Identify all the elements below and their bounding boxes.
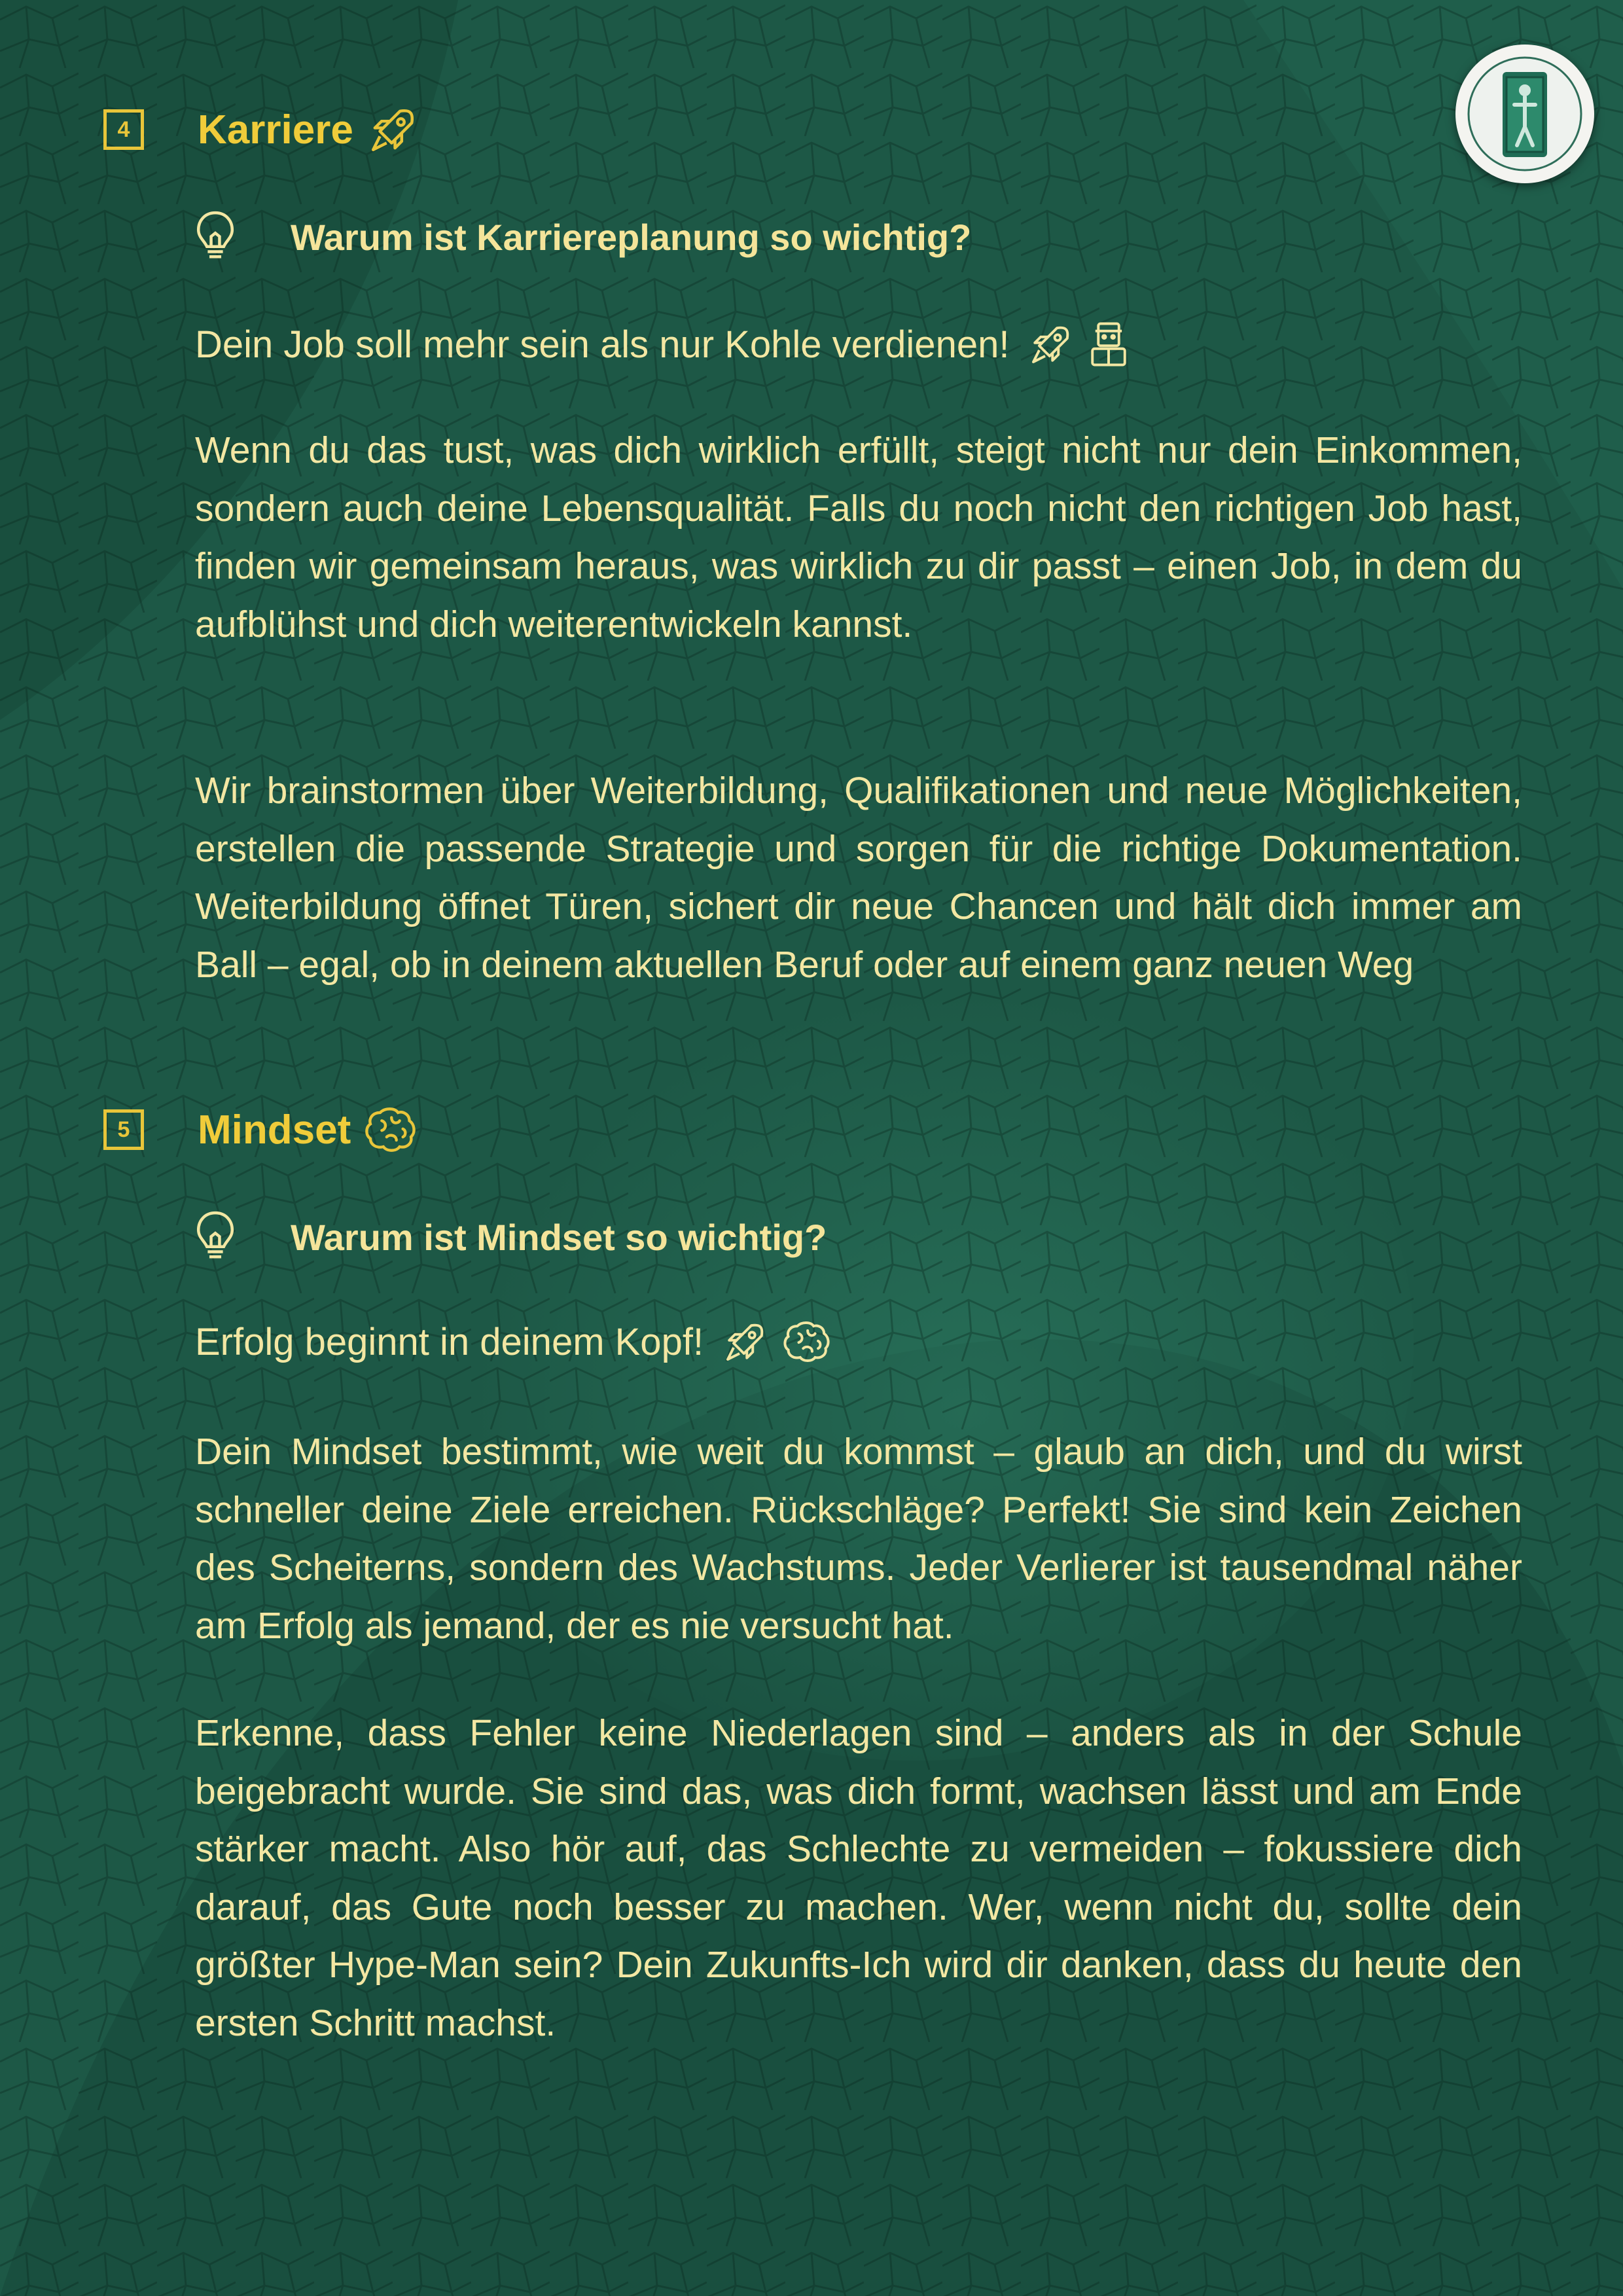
body-paragraph: Dein Mindset bestimmt, wie weit du kommst – glaub an dich, und du wirst schneller deine Ziele erreichen. Rückschläge? Perfekt! Sie sind kein Zeichen des Scheiterns, sondern des Wachstums. Jeder Verlierer ist tausendmal näher am Erfolg als jemand, der es nie versucht hat.	[195, 1431, 1522, 1647]
intro-line-mindset	[195, 1318, 832, 1365]
question-row-karriere	[194, 211, 971, 263]
section-header-karriere	[103, 103, 420, 156]
brain-icon	[364, 1106, 418, 1153]
question-text: Warum ist Mindset so wichtig?	[291, 1216, 827, 1258]
worker-icon	[1088, 321, 1130, 368]
lightbulb-icon	[194, 1210, 237, 1265]
emblem-logo	[1455, 45, 1594, 183]
section-number-badge: 5	[103, 1109, 144, 1150]
figure-emblem-icon	[1465, 54, 1585, 174]
body-paragraph: Wenn du das tust, was dich wirklich erfüllt, steigt nicht nur dein Einkommen, sondern auch deine Lebensqualität. Falls du noch nicht den richtigen Job hast, finden wir gemeinsam heraus, was wirklich zu dir passt – einen Job, in dem du aufblühst und dich weiterentwickeln kannst.	[195, 429, 1522, 645]
lightbulb-icon	[194, 209, 237, 265]
brain-icon	[782, 1320, 832, 1363]
body-paragraph: Erkenne, dass Fehler keine Niederlagen sind – anders als in der Schule beigebracht wurde. Sie sind das, was dich formt, wachsen lässt und am Ende stärker macht. Also hör auf, das Schlechte zu vermeiden – fokussiere dich darauf, das Gute noch besser zu machen. Wer, wenn nicht du, sollte dein größter Hype-Man sein? Dein Zukunfts-Ich wird dir danken, dass du heute den ersten Schritt machst.	[195, 1712, 1522, 2044]
rocket-icon	[1027, 321, 1075, 368]
rocket-icon	[722, 1318, 769, 1365]
body-paragraph: Wir brainstormen über Weiterbildung, Qualifikationen und neue Möglichkeiten, erstellen die passende Strategie und sorgen für die richtige Dokumentation. Weiterbildung öffnet Türen, sichert dir neue Chancen und hält dich immer am Ball – egal, ob in deinem aktuellen Beruf oder auf einem ganz neuen Weg	[195, 770, 1522, 986]
section-title: Karriere	[198, 107, 353, 152]
rocket-icon	[366, 103, 420, 156]
section-title: Mindset	[198, 1107, 351, 1153]
section-header-mindset	[103, 1103, 418, 1156]
intro-text: Dein Job soll mehr sein als nur Kohle verdienen!	[195, 323, 1010, 366]
intro-text: Erfolg beginnt in deinem Kopf!	[195, 1320, 704, 1363]
question-row-mindset	[194, 1211, 827, 1263]
section-number-badge: 4	[103, 109, 144, 150]
question-text: Warum ist Karriereplanung so wichtig?	[291, 216, 972, 258]
intro-line-karriere	[195, 321, 1130, 368]
